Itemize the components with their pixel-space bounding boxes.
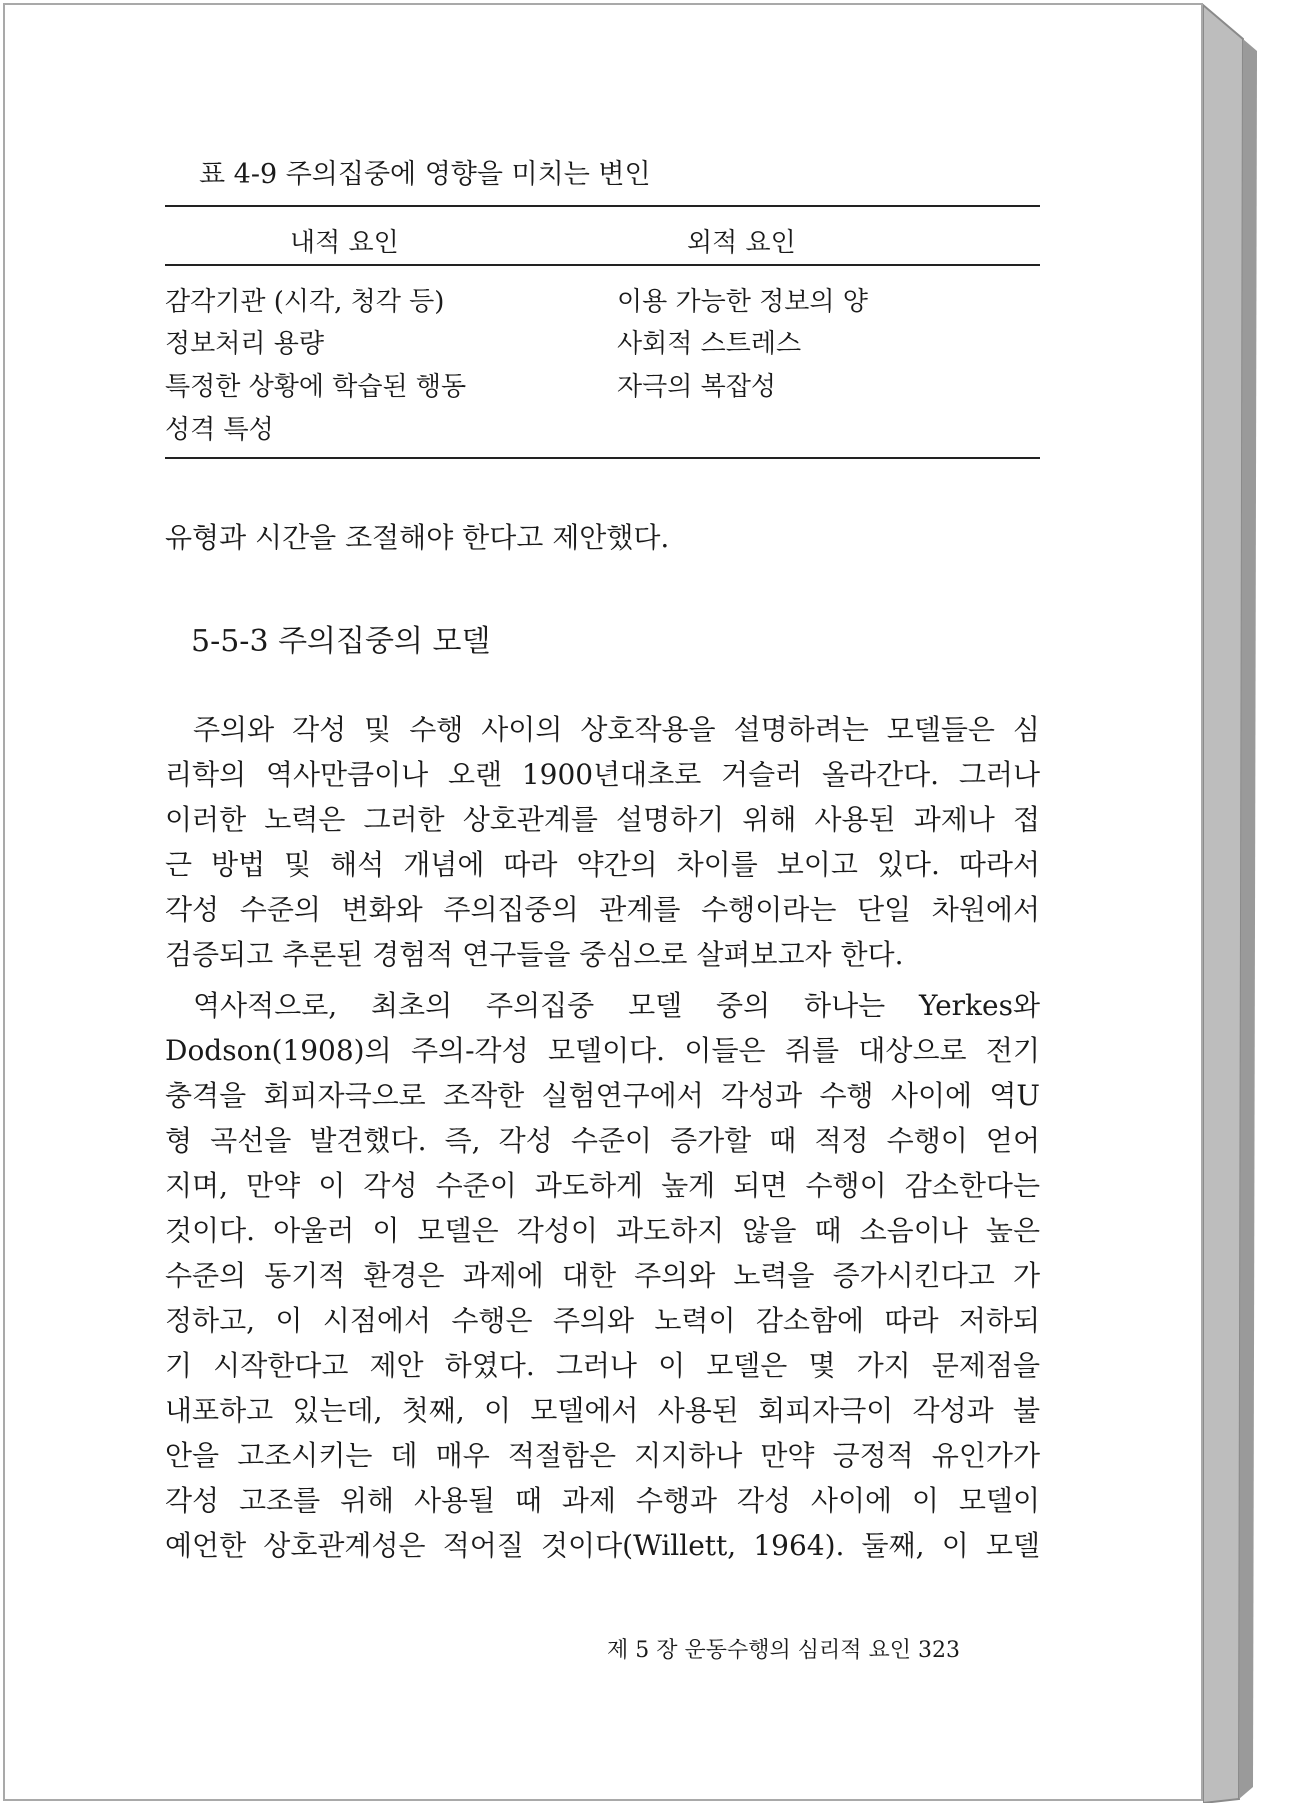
table-cell-internal: 특정한 상황에 학습된 행동	[165, 372, 467, 402]
text-line: 수준의 동기적 환경은 과제에 대한 주의와 노력을 증가시킨다고 가	[165, 1259, 1040, 1292]
table-top-rule	[165, 205, 1040, 207]
text-line: 기 시작한다고 제안 하였다. 그러나 이 모델은 몇 가지 문제점을	[165, 1349, 1040, 1382]
text-line: 역사적으로, 최초의 주의집중 모델 중의 하나는 Yerkes와	[193, 989, 1040, 1022]
text-line: 형 곡선을 발견했다. 즉, 각성 수준이 증가할 때 적정 수행이 얻어	[165, 1124, 1040, 1157]
text-line: 지며, 만약 이 각성 수준이 과도하게 높게 되면 수행이 감소한다는	[165, 1169, 1040, 1202]
text-line: 각성 수준의 변화와 주의집중의 관계를 수행이라는 단일 차원에서	[165, 893, 1040, 926]
paragraph-1	[165, 707, 1040, 977]
table-cell-internal: 성격 특성	[165, 415, 274, 445]
table-header-internal: 내적 요인	[290, 228, 399, 258]
page-footer: 제 5 장 운동수행의 심리적 요인 323	[607, 1638, 960, 1663]
text-line: Dodson(1908)의 주의-각성 모델이다. 이들은 쥐를 대상으로 전기	[165, 1034, 1040, 1067]
text-line: 정하고, 이 시점에서 수행은 주의와 노력이 감소함에 따라 저하되	[165, 1304, 1040, 1337]
table-header-rule	[165, 264, 1040, 266]
text-line: 충격을 회피자극으로 조작한 실험연구에서 각성과 수행 사이에 역U	[165, 1079, 1040, 1112]
table-header-external: 외적 요인	[687, 228, 796, 258]
table-bottom-rule	[165, 457, 1040, 459]
paragraph-2	[165, 983, 1040, 1568]
table-cell-internal: 정보처리 용량	[165, 329, 324, 359]
table-caption: 표 4-9 주의집중에 영향을 미치는 변인	[199, 159, 651, 190]
table-cell-external: 사회적 스트레스	[617, 329, 802, 359]
text-line: 예언한 상호관계성은 적어질 것이다(Willett, 1964). 둘째, 이 모델	[165, 1529, 1040, 1562]
text-line: 내포하고 있는데, 첫째, 이 모델에서 사용된 회피자극이 각성과 불	[165, 1394, 1040, 1427]
table-cell-internal: 감각기관 (시각, 청각 등)	[165, 287, 445, 317]
text-line: 리학의 역사만큼이나 오랜 1900년대초로 거슬러 올라간다. 그러나	[165, 758, 1040, 791]
text-line: 안을 고조시키는 데 매우 적절함은 지지하나 만약 긍정적 유인가가	[165, 1439, 1040, 1472]
section-heading: 5-5-3 주의집중의 모델	[191, 624, 491, 659]
text-line: 각성 고조를 위해 사용될 때 과제 수행과 각성 사이에 이 모델이	[165, 1484, 1040, 1517]
text-line: 주의와 각성 및 수행 사이의 상호작용을 설명하려는 모델들은 심	[193, 713, 1040, 746]
text-line: 검증되고 추론된 경험적 연구들을 중심으로 살펴보고자 한다.	[165, 938, 904, 971]
text-line: 근 방법 및 해석 개념에 따라 약간의 차이를 보이고 있다. 따라서	[165, 848, 1040, 881]
table-cell-external: 이용 가능한 정보의 양	[617, 287, 868, 317]
continuation-text: 유형과 시간을 조절해야 한다고 제안했다.	[165, 521, 670, 554]
table-cell-external: 자극의 복잡성	[617, 372, 776, 402]
text-line: 것이다. 아울러 이 모델은 각성이 과도하지 않을 때 소음이나 높은	[165, 1214, 1040, 1247]
text-line: 이러한 노력은 그러한 상호관계를 설명하기 위해 사용된 과제나 접	[165, 803, 1040, 836]
